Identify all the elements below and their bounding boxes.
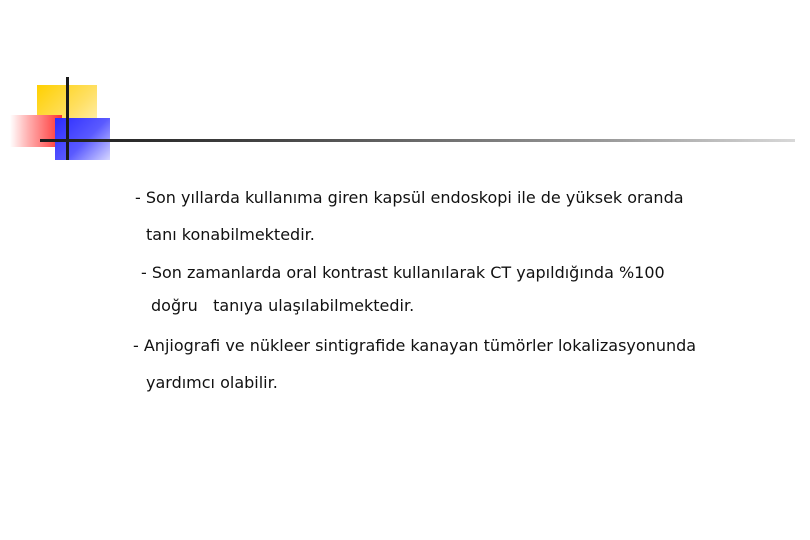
bullet-2-line-2: doğru tanıya ulaşılabilmektedir.	[151, 296, 415, 315]
bullet-3-line-1: - Anjiografi ve nükleer sintigrafide kanayan tümörler lokalizasyonunda	[133, 336, 697, 355]
bullet-1-line-1: - Son yıllarda kullanıma giren kapsül endoskopi ile de yüksek oranda	[135, 188, 684, 207]
bullet-1-line-2: tanı konabilmektedir.	[146, 225, 315, 244]
bullet-3-line-2: yardımcı olabilir.	[146, 373, 278, 392]
bullet-2-line-1: - Son zamanlarda oral kontrast kullanılarak CT yapıldığında %100	[141, 263, 665, 282]
